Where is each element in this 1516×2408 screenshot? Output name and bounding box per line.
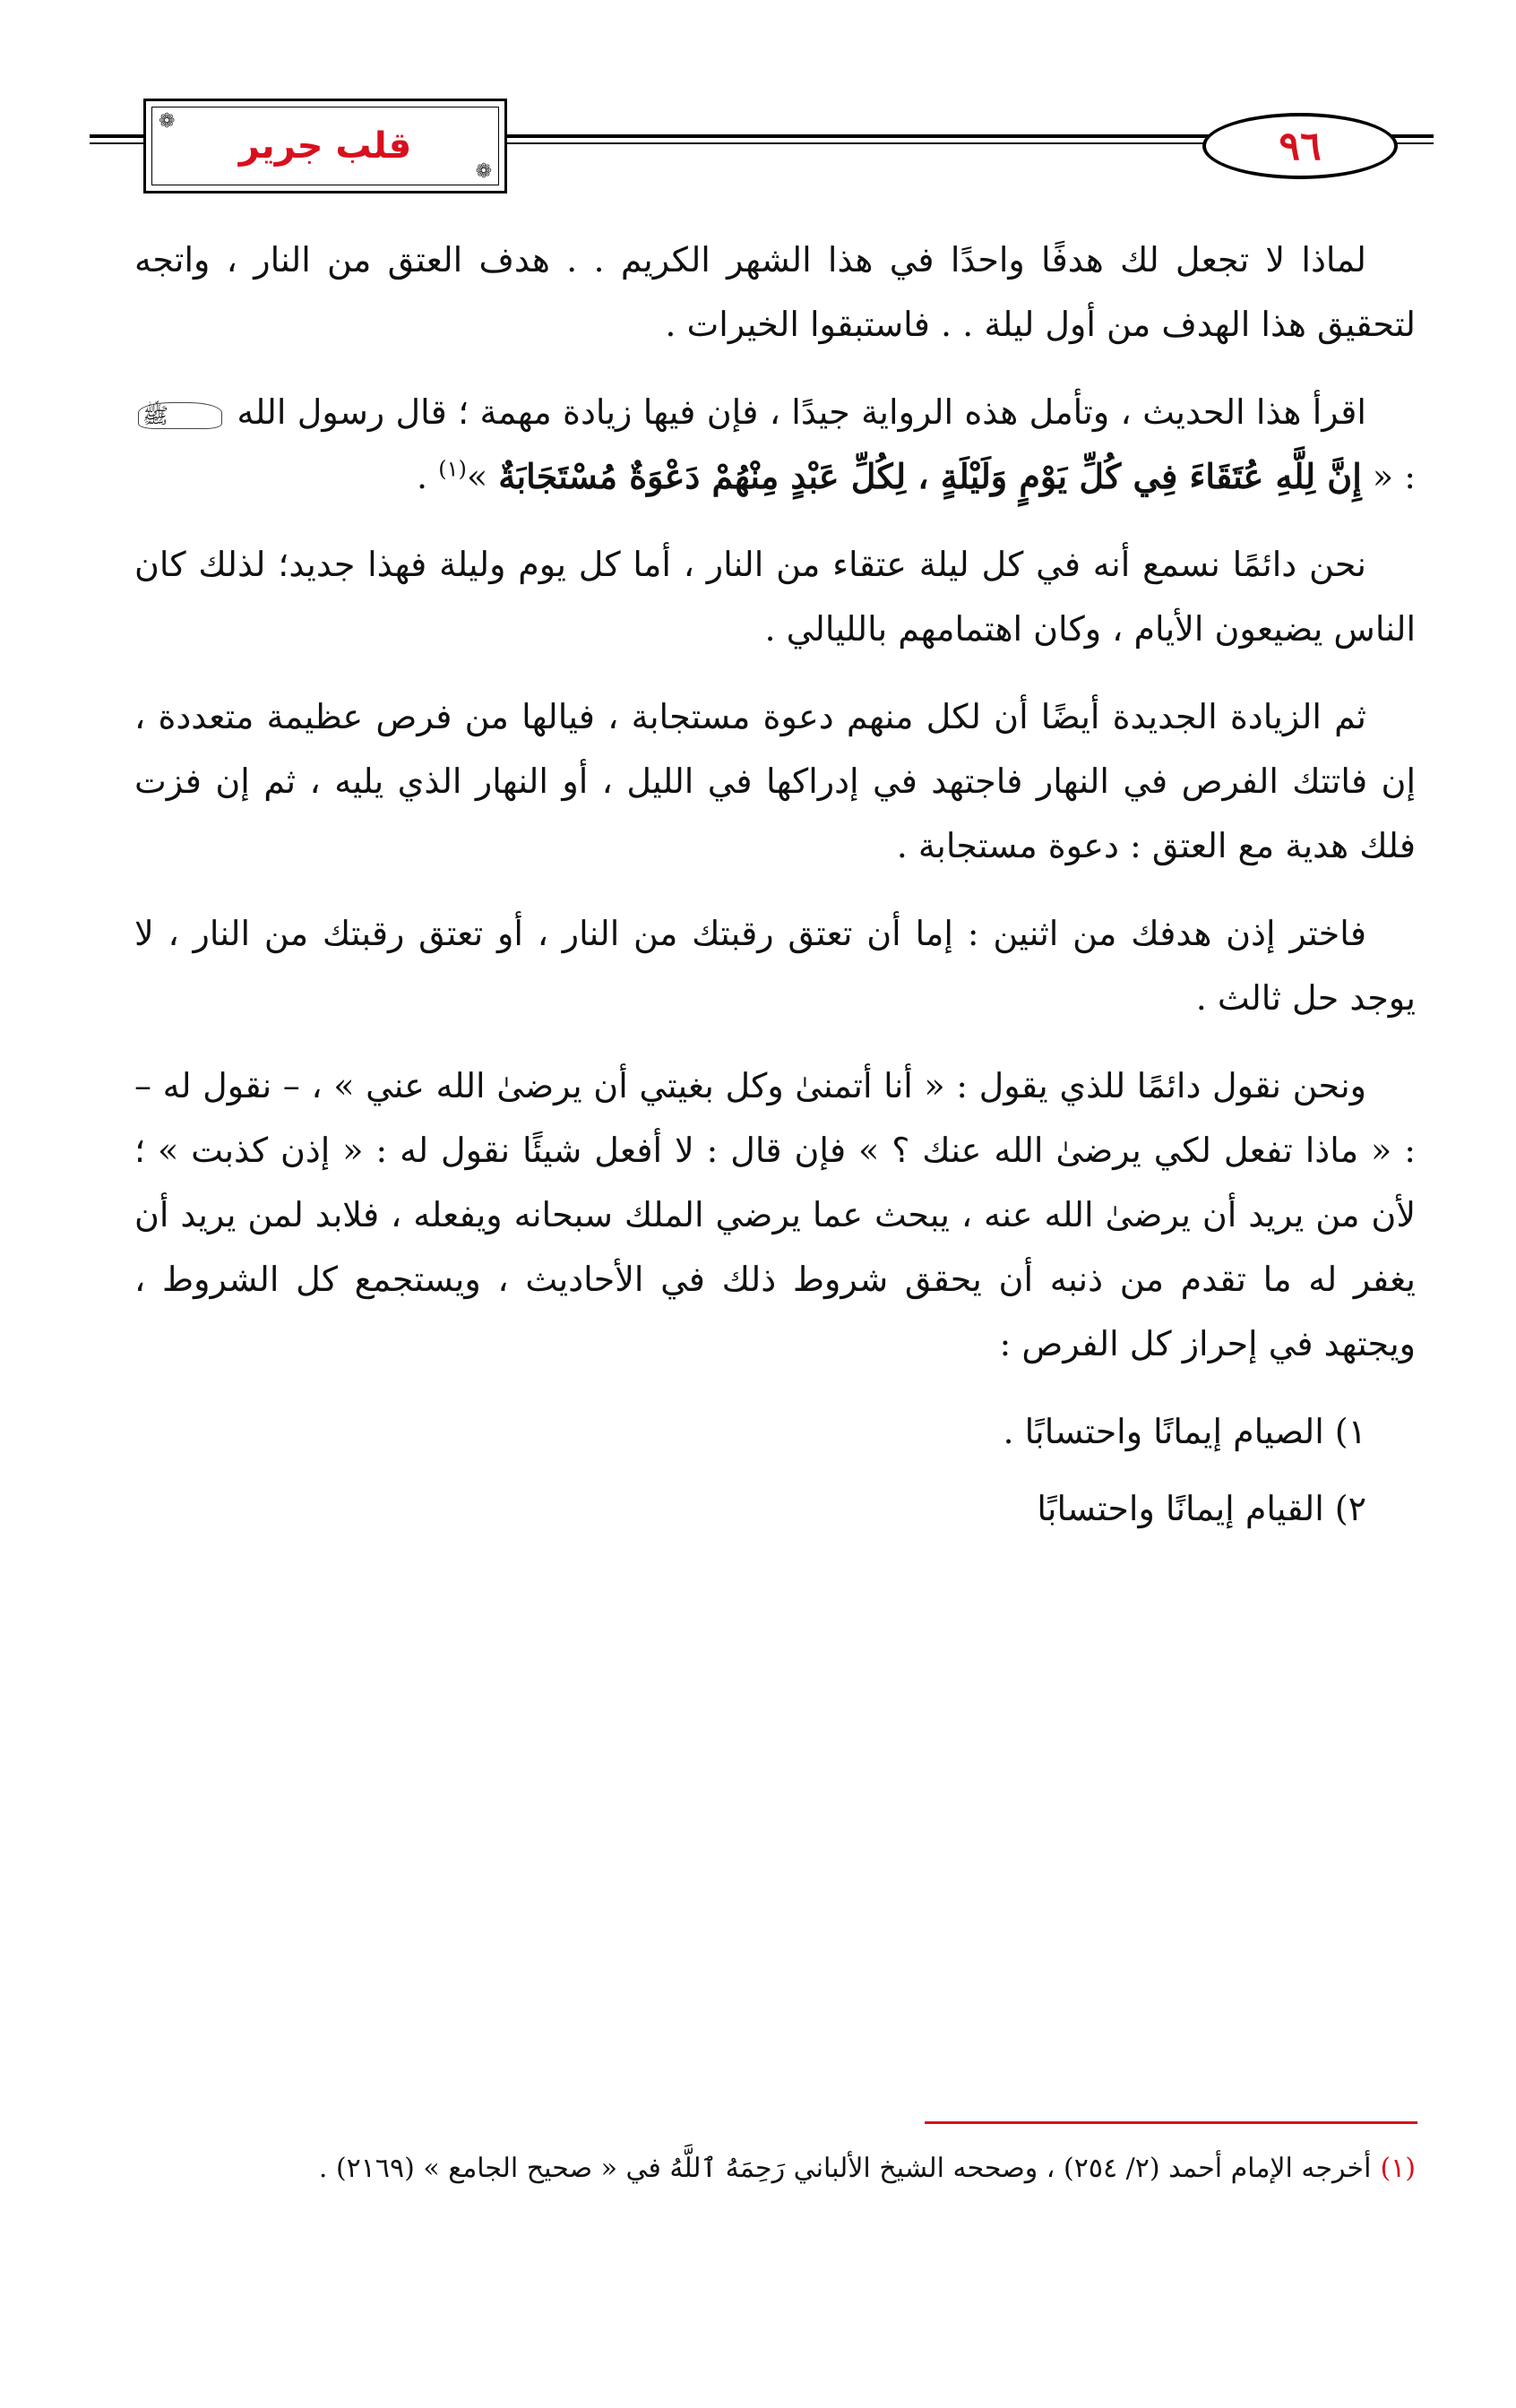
list-item-text: الصيام إيمانًا واحتسابًا .: [1003, 1412, 1324, 1451]
main-text: [134, 228, 1416, 1553]
footnote-mark: (١): [1380, 2153, 1416, 2184]
paragraph-1: لماذا لا تجعل لك هدفًا واحدًا في هذا الشهر الكريم . . هدف العتق من النار ، واتجه لتحقيق هذا الهدف من أول ليلة . . فاستبقوا الخيرات .: [134, 240, 1416, 344]
paragraph-2: [134, 380, 1416, 509]
running-title: قلب جرير: [238, 125, 412, 167]
numbered-list: [134, 1399, 1416, 1541]
page-number: ٩٦: [1279, 123, 1322, 169]
paragraph-6: ونحن نقول دائمًا للذي يقول : « أنا أتمنىٰ وكل بغيتي أن يرضىٰ الله عني » ، – نقول له – : « ماذا تفعل لكي يرضىٰ الله عنك ؟ » فإن قال : لا أفعل شيئًا نقول له : « إذن كذبت » ؛ لأن من يريد أن يرضىٰ الله عنه ، يبحث عما يرضي الملك سبحانه ويفعله ، فلابد لمن يريد أن يغفر له ما تقدم من ذنبه أن يحقق شروط ذلك في الأحاديث ، ويستجمع كل الشروط ، ويجتهد في إحراز كل الفرص :: [134, 1066, 1416, 1363]
list-item-number: ٢): [1334, 1489, 1366, 1528]
salutation-icon: ﷺ: [138, 402, 222, 429]
list-item: [134, 1399, 1416, 1464]
paragraph-5: فاختر إذن هدفك من اثنين : إما أن تعتق رقبتك من النار ، أو تعتق رقبتك من النار ، لا يوجد حل ثالث .: [134, 914, 1416, 1018]
footnote: [161, 2148, 1416, 2189]
corner-ornament-icon: ❁: [475, 160, 492, 183]
paragraph-3: نحن دائمًا نسمع أنه في كل ليلة عتقاء من النار ، أما كل يوم وليلة فهذا جديد؛ لذلك كان الناس يضيعون الأيام ، وكان اهتمامهم بالليالي .: [134, 545, 1416, 649]
corner-ornament-icon: ❁: [159, 110, 176, 133]
footnote-separator: [925, 2121, 1417, 2124]
footnote-text: أخرجه الإمام أحمد (٢/ ٢٥٤) ، وصححه الشيخ الألباني رَحِمَهُ ٱللَّهُ في « صحيح الجامع » (٢١٦٩) .: [318, 2153, 1372, 2184]
list-item-text: القيام إيمانًا واحتسابًا: [1037, 1489, 1324, 1528]
quote-close: »: [466, 457, 499, 496]
footnote-reference: (١): [438, 456, 467, 482]
hadith-quote: إِنَّ لِلَّهِ عُتَقَاءَ فِي كُلِّ يَوْمٍ وَلَيْلَةٍ ، لِكُلِّ عَبْدٍ مِنْهُمْ دَعْوَةٌ مُسْتَجَابَةٌ: [498, 456, 1362, 496]
running-title-frame: [143, 99, 507, 194]
paragraph-2-intro: اقرأ هذا الحديث ، وتأمل هذه الرواية جيدًا ، فإن فيها زيادة مهمة ؛ قال رسول الله: [237, 392, 1366, 432]
quote-open: : «: [1361, 457, 1416, 496]
list-item: [134, 1476, 1416, 1541]
list-item-number: ١): [1334, 1412, 1366, 1451]
page-number-frame: [1202, 113, 1398, 179]
running-header: [90, 82, 1434, 199]
paragraph-4: ثم الزيادة الجديدة أيضًا أن لكل منهم دعوة مستجابة ، فيالها من فرص عظيمة متعددة ، إن فاتتك الفرص في النهار فاجتهد في إدراكها في الليل ، أو النهار الذي يليه ، ثم إن فزت فلك هدية مع العتق : دعوة مستجابة .: [134, 697, 1416, 865]
paragraph-2-end: .: [417, 457, 439, 496]
